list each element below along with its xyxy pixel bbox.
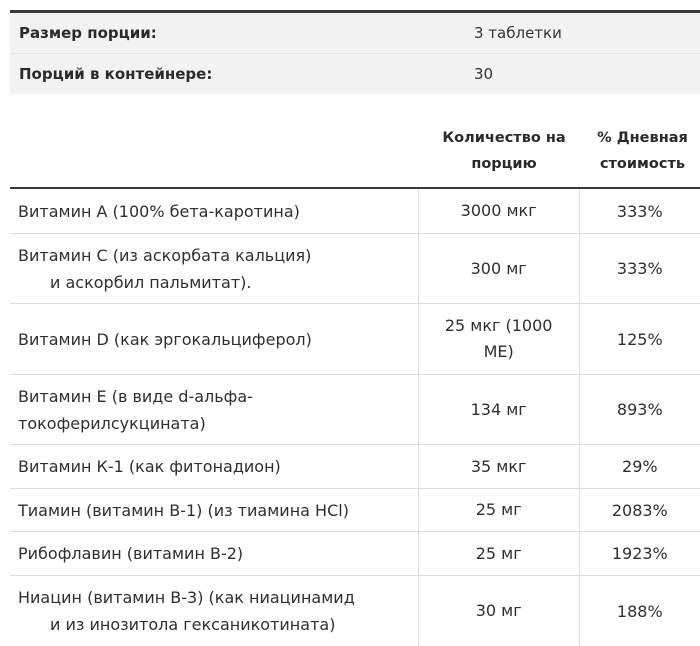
servings-per-container-row [10,54,700,94]
daily-value: 29% [622,457,658,476]
daily-value-cell [579,234,700,303]
table-row [10,375,700,445]
amount-cell [418,375,579,444]
nutrient-name-cell [10,532,418,575]
amount-value: 25 мг [475,543,522,563]
servings-per-container-value: 30 [474,65,494,83]
nutrient-table-body [10,189,700,646]
amount-cell [418,576,579,646]
nutrient-name: Витамин А (100% бета-каротина) [18,201,300,221]
nutrient-name: Рибофлавин (витамин В-2) [18,544,244,563]
daily-value: 893% [616,400,663,419]
daily-value: 125% [616,329,663,349]
amount-cell [418,489,579,531]
amount-cell [418,304,579,374]
nutrient-name-cell [10,489,418,531]
table-row [10,234,700,304]
nutrient-name-continued: токоферилсукцината) [18,413,206,433]
amount-value: 35 мкг [470,456,527,476]
daily-value-cell [579,445,700,488]
nutrient-name-cell [10,304,418,374]
nutrient-table-header [10,125,700,187]
daily-value-cell [579,375,700,444]
nutrient-name-continued: и из инозитола гексаникотината) [50,615,336,634]
daily-value-cell [579,532,700,575]
serving-size-label: Размер порции: [19,24,157,42]
nutrient-name-cell [10,375,418,444]
table-row [10,445,700,489]
serving-size-row [10,13,700,54]
amount-cell [418,189,579,233]
daily-value-cell [579,489,700,531]
nutrient-name: Витамин К-1 (как фитонадион) [18,457,281,476]
amount-cell [418,234,579,303]
amount-value: 25 мг [475,500,522,519]
servings-per-container-label: Порций в контейнере: [19,65,213,83]
nutrient-name: Ниацин (витамин В-3) (как ниацинамид [18,588,355,607]
amount-value: 25 мкг (1000 МЕ) [444,316,553,361]
daily-value: 188% [616,601,663,621]
daily-value-cell [579,304,700,374]
amount-cell [418,532,579,575]
table-row [10,576,700,646]
header-daily-value: % Дневная стоимость [597,130,688,172]
nutrient-name: Тиамин (витамин В-1) (из тиамина HCl) [18,500,349,520]
table-row [10,304,700,375]
nutrient-name: Витамин С (из аскорбата кальция) [18,245,312,265]
daily-value: 333% [616,259,663,278]
nutrient-name-cell [10,234,418,303]
daily-value-cell [579,576,700,646]
daily-value: 2083% [611,500,668,520]
daily-value: 333% [616,201,663,221]
header-name-column [10,125,423,187]
daily-value: 1923% [611,544,668,563]
nutrient-name-cell [10,445,418,488]
nutrient-name-cell [10,189,418,233]
amount-value: 300 мг [470,258,527,278]
table-row [10,532,700,576]
daily-value-cell [579,189,700,233]
nutrient-name: Витамин D (как эргокальциферол) [18,329,312,349]
header-amount-per-serving: Количество на порцию [442,130,566,172]
nutrient-name: Витамин Е (в виде d-альфа- [18,386,253,406]
table-row [10,189,700,234]
nutrient-name-cell [10,576,418,646]
nutrient-name-continued: и аскорбил пальмитат). [50,272,252,292]
serving-info-table [10,13,700,94]
amount-value: 134 мг [470,399,527,419]
amount-cell [418,445,579,488]
amount-value: 3000 мкг [460,201,537,220]
serving-size-value: 3 таблетки [474,24,562,42]
table-row [10,489,700,532]
amount-value: 30 мг [475,601,522,620]
